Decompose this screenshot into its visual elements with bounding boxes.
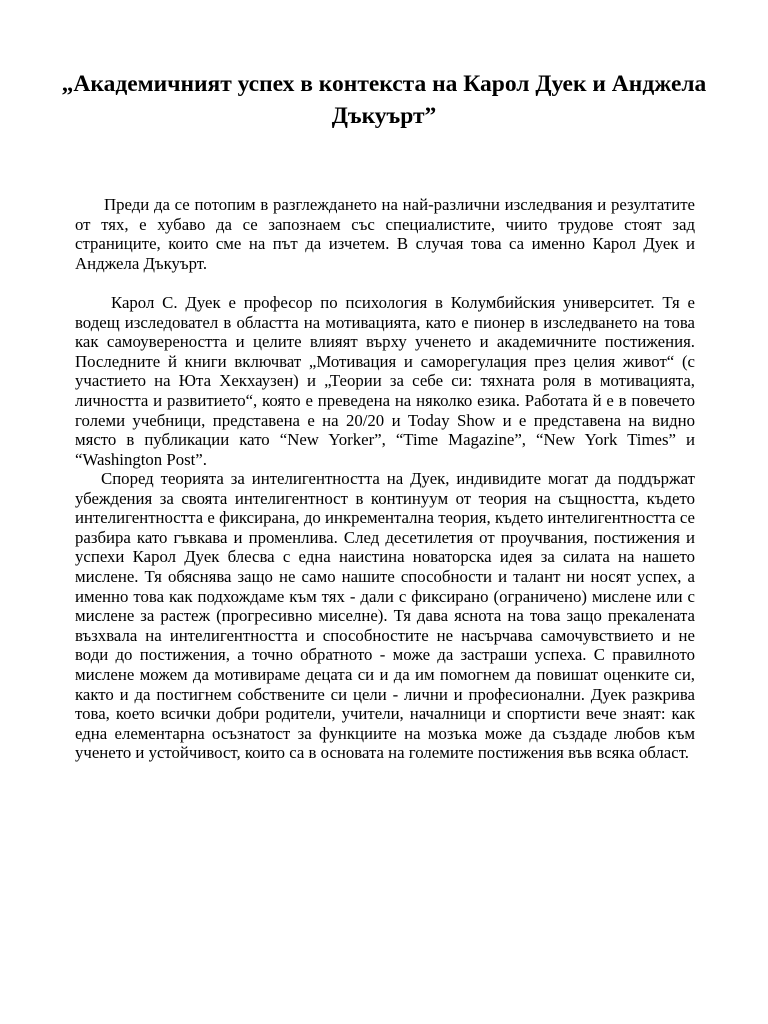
paragraph-intelligence-theory: Според теорията за интелигентността на Дуек, индивидите могат да поддържат убеждения за своята интелигентност в континуум от теория на същността, където интелигентността е фиксирана, до инкрементална теория, където интелигентността се разбира като гъвкава и променлива. След десетилетия от проучвания, постижения и успехи Карол Дуек блесва с една наистина новаторска идея за силата на нашето мислене. Тя обяснява защо не само нашите способности и талант ни носят успех, а именно това как подхождаме към тях - дали с фиксирано (ограничено) мислене или с мислене за растеж (прогресивно миселне). Тя дава яснота на това защо прекалената възхвала на интелигентността и способностите не насърчава самочувствието и не води до постижения, а точно обратното - може да застраши успеха. С правилното мислене можем да мотивираме децата си и да им помогнем да повишат оценките си, както и да постигнем собствените си цели - лични и професионални. Дуек разкрива това, което всички добри родители, учители, началници и спортисти вече знаят: как една елементарна осъзнатост за функциите на мозъка може да създаде любов към ученето и устойчивост, които са в основата на големите постижения във всяка област. xyxy=(75,469,695,763)
paragraph-introduction: Преди да се потопим в разглеждането на най-различни изследвания и резултатите от тях, е хубаво да се запознаем със специалистите, чиито трудове стоят зад страниците, които сме на път да изчетем. В случая това са именно Карол Дуек и Анджела Дъкуърт. xyxy=(75,195,695,273)
paragraph-carol-dweck-bio: Карол С. Дуек е професор по психология в Колумбийския университет. Тя е водещ изследовател в областта на мотивацията, като е пионер в изследването на това как самоувереността и целите влияят върху ученето и академичните постижения. Последните й книги включват „Мотивация и саморегулация през целия живот“ (с участието на Юта Хекхаузен) и „Теории за себе си: тяхната роля в мотивацията, личността и развитието“, която е преведена на няколко езика. Работата й е в повечето големи учебници, представена е на 20/20 и Today Show и е представена на видно място в публикации като “New Yorker”, “Time Magazine”, “New York Times” и “Washington Post”. xyxy=(75,293,695,469)
document-title: „Академичният успех в контекста на Карол Дуек и Анджела Дъкуърт” xyxy=(61,71,707,129)
